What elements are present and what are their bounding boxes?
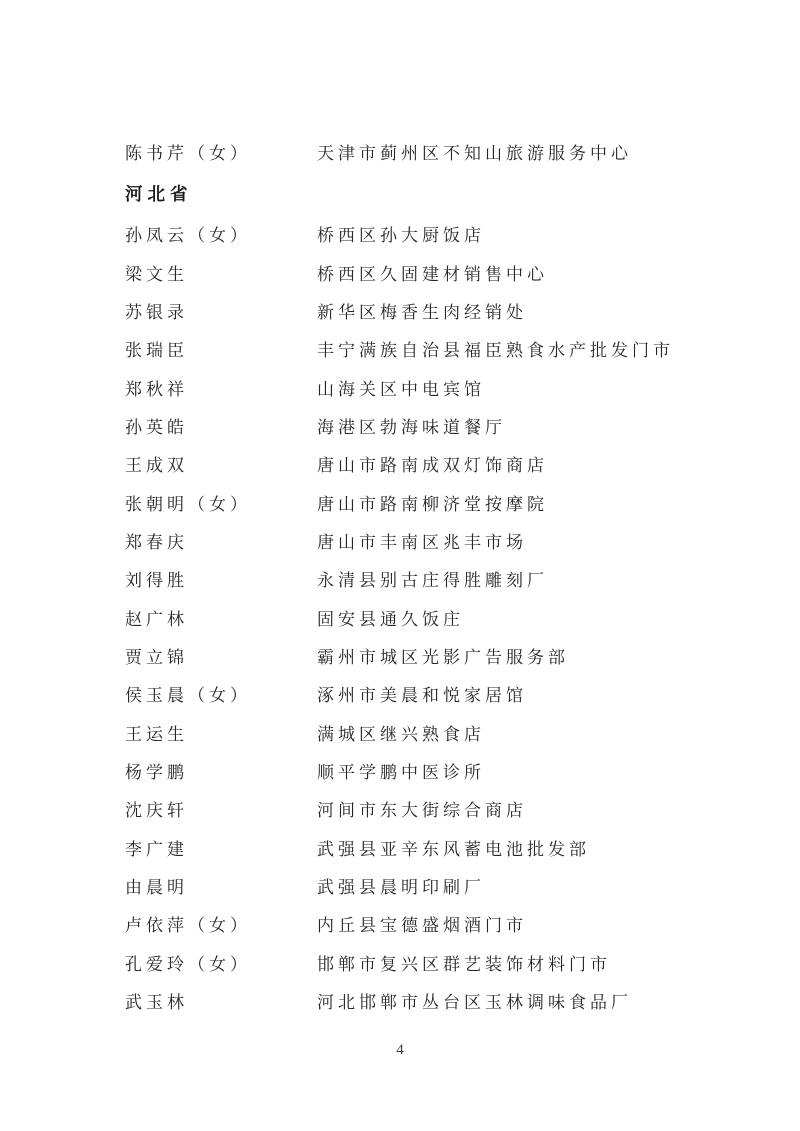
- entry-organization: 桥西区孙大厨饭店: [317, 226, 485, 246]
- entry-organization: 唐山市路南成双灯饰商店: [317, 456, 548, 476]
- entry-organization: 武强县晨明印刷厂: [317, 877, 485, 897]
- page-number: 4: [396, 1042, 404, 1058]
- entry-name: 孙凤云（女）: [125, 226, 251, 246]
- entry-name: 赵广林: [125, 609, 188, 629]
- entry-organization: 涿州市美晨和悦家居馆: [317, 686, 527, 706]
- entry-organization: 顺平学鹏中医诊所: [317, 762, 485, 782]
- entry-name: 王运生: [125, 724, 188, 744]
- entry-row: [125, 368, 760, 406]
- entry-row: [125, 866, 760, 904]
- entry-organization: 河间市东大街综合商店: [317, 801, 527, 821]
- entry-row: [125, 132, 760, 170]
- entry-name: 孙英皓: [125, 417, 188, 437]
- entry-name: 陈书芹（女）: [125, 143, 251, 163]
- entry-row: [125, 560, 760, 598]
- entry-name: 郑春庆: [125, 532, 188, 552]
- entry-name: 苏银录: [125, 302, 188, 322]
- entry-organization: 天津市蓟州区不知山旅游服务中心: [317, 143, 632, 163]
- entry-name: 张朝明（女）: [125, 494, 251, 514]
- entry-organization: 武强县亚辛东风蓄电池批发部: [317, 839, 590, 859]
- entry-row: [125, 981, 760, 1019]
- section-heading: [125, 174, 760, 212]
- entry-organization: 永清县别古庄得胜雕刻厂: [317, 571, 548, 591]
- entry-row: [125, 598, 760, 636]
- entry-name: 孔爱玲（女）: [125, 954, 251, 974]
- entry-row: [125, 215, 760, 253]
- entry-row: [125, 636, 760, 674]
- entry-row: [125, 445, 760, 483]
- entry-organization: 桥西区久固建材销售中心: [317, 264, 548, 284]
- entry-organization: 内丘县宝德盛烟酒门市: [317, 916, 527, 936]
- entry-row: [125, 330, 760, 368]
- entry-row: [125, 521, 760, 559]
- entry-row: [125, 291, 760, 329]
- entry-name: 沈庆轩: [125, 801, 188, 821]
- entry-name: 郑秋祥: [125, 379, 188, 399]
- entry-name: 刘得胜: [125, 571, 188, 591]
- entry-name: 贾立锦: [125, 647, 188, 667]
- document-body: [125, 132, 760, 1020]
- entry-organization: 邯郸市复兴区群艺装饰材料门市: [317, 954, 611, 974]
- entry-row: [125, 943, 760, 981]
- entry-name: 李广建: [125, 839, 188, 859]
- entry-name: 武玉林: [125, 992, 188, 1012]
- entry-organization: 满城区继兴熟食店: [317, 724, 485, 744]
- entry-name: 卢依萍（女）: [125, 916, 251, 936]
- entry-name: 由晨明: [125, 877, 188, 897]
- entry-row: [125, 828, 760, 866]
- entry-row: [125, 406, 760, 444]
- entry-row: [125, 483, 760, 521]
- entry-organization: 唐山市路南柳济堂按摩院: [317, 494, 548, 514]
- entry-row: [125, 790, 760, 828]
- entry-name: 梁文生: [125, 264, 188, 284]
- entry-organization: 唐山市丰南区兆丰市场: [317, 532, 527, 552]
- entry-organization: 固安县通久饭庄: [317, 609, 464, 629]
- entry-row: [125, 713, 760, 751]
- entry-organization: 海港区勃海味道餐厅: [317, 417, 506, 437]
- entry-row: [125, 905, 760, 943]
- entry-name: 侯玉晨（女）: [125, 686, 251, 706]
- entry-row: [125, 253, 760, 291]
- entry-organization: 丰宁满族自治县福臣熟食水产批发门市: [317, 341, 674, 361]
- section-heading-label: 河北省: [125, 183, 193, 204]
- entry-name: 杨学鹏: [125, 762, 188, 782]
- entry-organization: 河北邯郸市丛台区玉林调味食品厂: [317, 992, 632, 1012]
- entry-organization: 新华区梅香生肉经销处: [317, 302, 527, 322]
- entry-row: [125, 751, 760, 789]
- entry-row: [125, 675, 760, 713]
- entry-name: 王成双: [125, 456, 188, 476]
- entry-organization: 霸州市城区光影广告服务部: [317, 647, 569, 667]
- entry-organization: 山海关区中电宾馆: [317, 379, 485, 399]
- entry-name: 张瑞臣: [125, 341, 188, 361]
